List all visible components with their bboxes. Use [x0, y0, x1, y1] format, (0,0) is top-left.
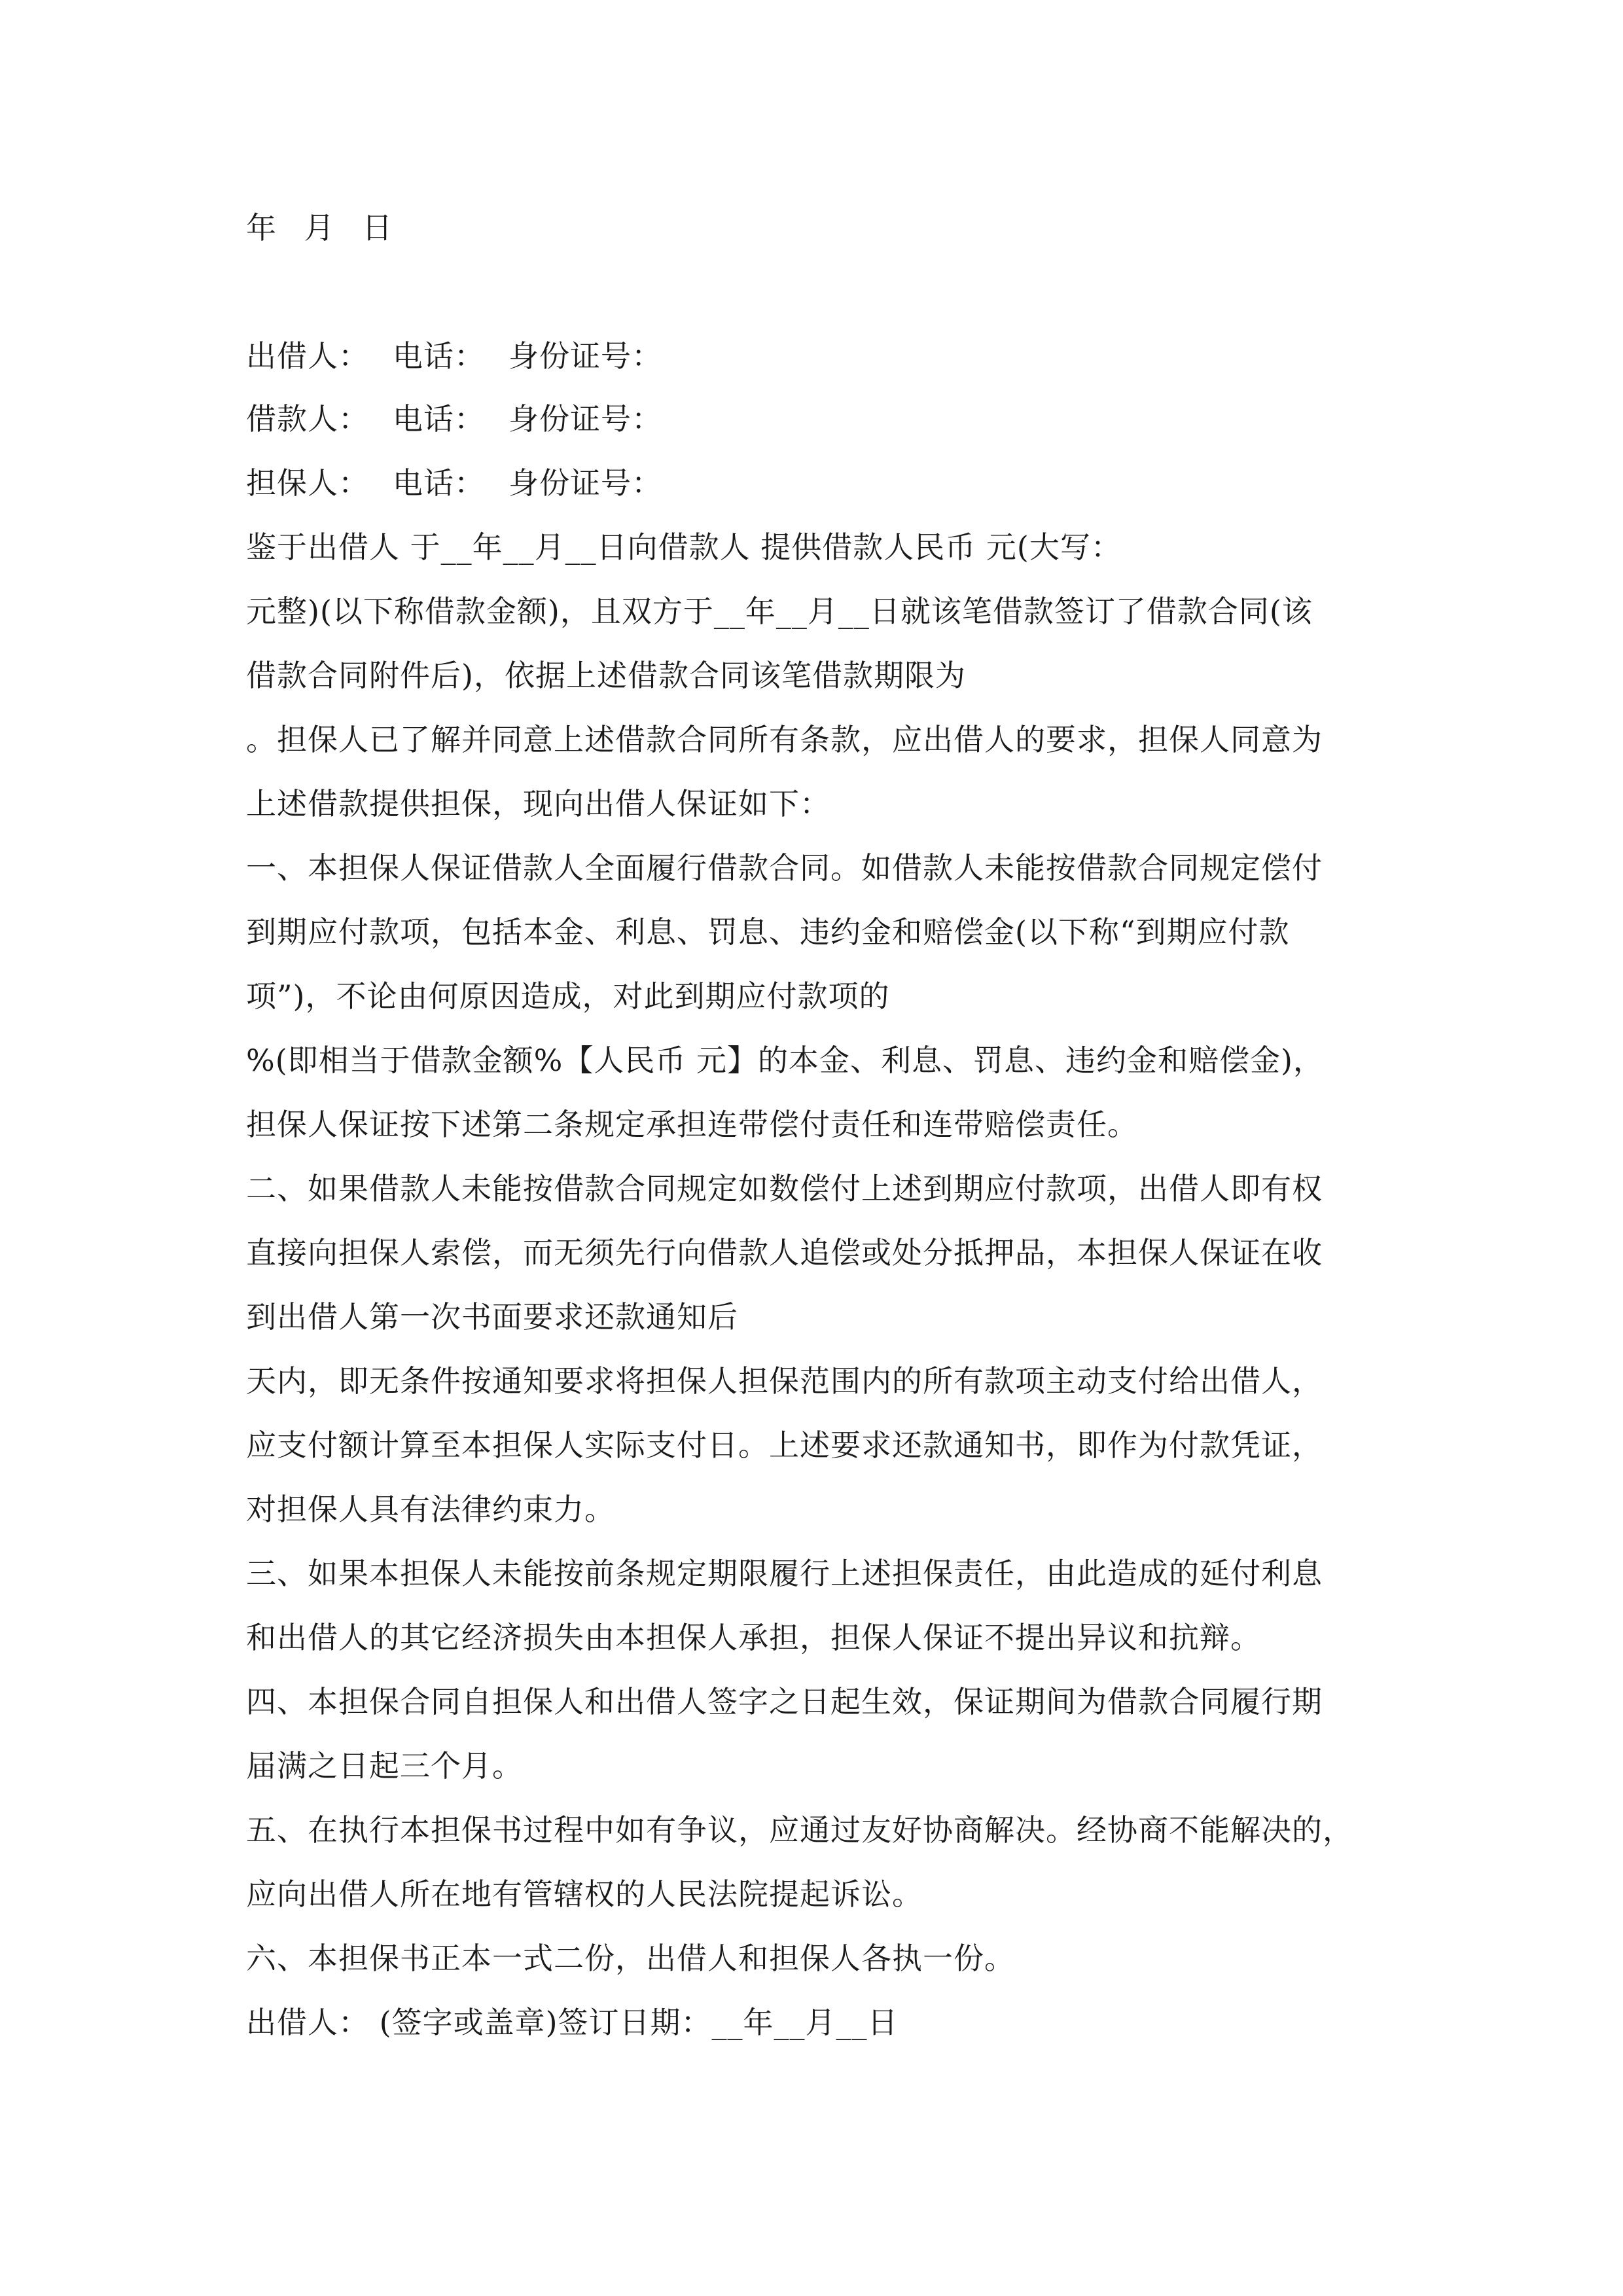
- clause-2-line: 应支付额计算至本担保人实际支付日。上述要求还款通知书，即作为付款凭证，: [246, 1427, 1323, 1463]
- party-guarantor: [246, 463, 1398, 503]
- party-phone: 电话：: [393, 401, 485, 437]
- signature-line: 出借人： (签字或盖章)签订日期：__年__月__日: [246, 2005, 899, 2040]
- body-line: 。担保人已了解并同意上述借款合同所有条款，应出借人的要求，担保人同意为: [246, 722, 1323, 757]
- clause-1-line: 担保人保证按下述第二条规定承担连带偿付责任和连带赔偿责任。: [246, 1107, 1138, 1142]
- body-line: 鉴于出借人 于__年__月__日向借款人 提供借款人民币 元(大写：: [246, 529, 1122, 565]
- clause-5-line: 应向出借人所在地有管辖权的人民法院提起诉讼。: [246, 1876, 923, 1912]
- clause-2-line: 二、如果借款人未能按借款合同规定如数偿付上述到期应付款项，出借人即有权: [246, 1171, 1323, 1206]
- clause-1-line: 项”)，不论由何原因造成，对此到期应付款项的: [246, 978, 890, 1014]
- clause-4-line: 四、本担保合同自担保人和出借人签字之日起生效，保证期间为借款合同履行期: [246, 1684, 1323, 1719]
- body-line: 借款合同附件后)，依据上述借款合同该笔借款期限为: [246, 658, 966, 693]
- party-id: 身份证号：: [508, 465, 662, 501]
- clause-1-line: 一、本担保人保证借款人全面履行借款合同。如借款人未能按借款合同规定偿付: [246, 850, 1323, 886]
- clause-1-line: 到期应付款项，包括本金、利息、罚息、违约金和赔偿金(以下称“到期应付款: [246, 914, 1290, 950]
- body-line: 上述借款提供担保，现向出借人保证如下：: [246, 786, 830, 821]
- clause-5-line: 五、在执行本担保书过程中如有争议，应通过友好协商解决。经协商不能解决的，: [246, 1812, 1353, 1848]
- clause-2-line: 到出借人第一次书面要求还款通知后: [246, 1299, 738, 1335]
- party-lender: [246, 336, 1398, 376]
- clause-4-line: 届满之日起三个月。: [246, 1748, 523, 1784]
- party-role: 担保人：: [246, 465, 369, 501]
- party-id: 身份证号：: [508, 338, 662, 374]
- party-phone: 电话：: [393, 465, 485, 501]
- clause-2-line: 直接向担保人索偿，而无须先行向借款人追偿或处分抵押品，本担保人保证在收: [246, 1235, 1323, 1270]
- party-id: 身份证号：: [508, 401, 662, 437]
- clause-3-line: 和出借人的其它经济损失由本担保人承担，担保人保证不提出异议和抗辩。: [246, 1620, 1261, 1655]
- clause-1-line: %(即相当于借款金额%【人民币 元】的本金、利息、罚息、违约金和赔偿金)，: [246, 1043, 1324, 1078]
- clause-6-line: 六、本担保书正本一式二份，出借人和担保人各执一份。: [246, 1941, 1015, 1976]
- clause-2-line: 天内，即无条件按通知要求将担保人担保范围内的所有款项主动支付给出借人，: [246, 1363, 1323, 1399]
- body-line: 元整)(以下称借款金额)，且双方于__年__月__日就该笔借款签订了借款合同(该: [246, 594, 1313, 629]
- clause-3-line: 三、如果本担保人未能按前条规定期限履行上述担保责任，由此造成的延付利息: [246, 1556, 1323, 1591]
- party-role: 出借人：: [246, 338, 369, 374]
- party-phone: 电话：: [393, 338, 485, 374]
- date-line: 年 月 日: [246, 210, 402, 245]
- party-role: 借款人：: [246, 401, 369, 437]
- party-borrower: [246, 399, 1398, 439]
- clause-2-line: 对担保人具有法律约束力。: [246, 1492, 615, 1527]
